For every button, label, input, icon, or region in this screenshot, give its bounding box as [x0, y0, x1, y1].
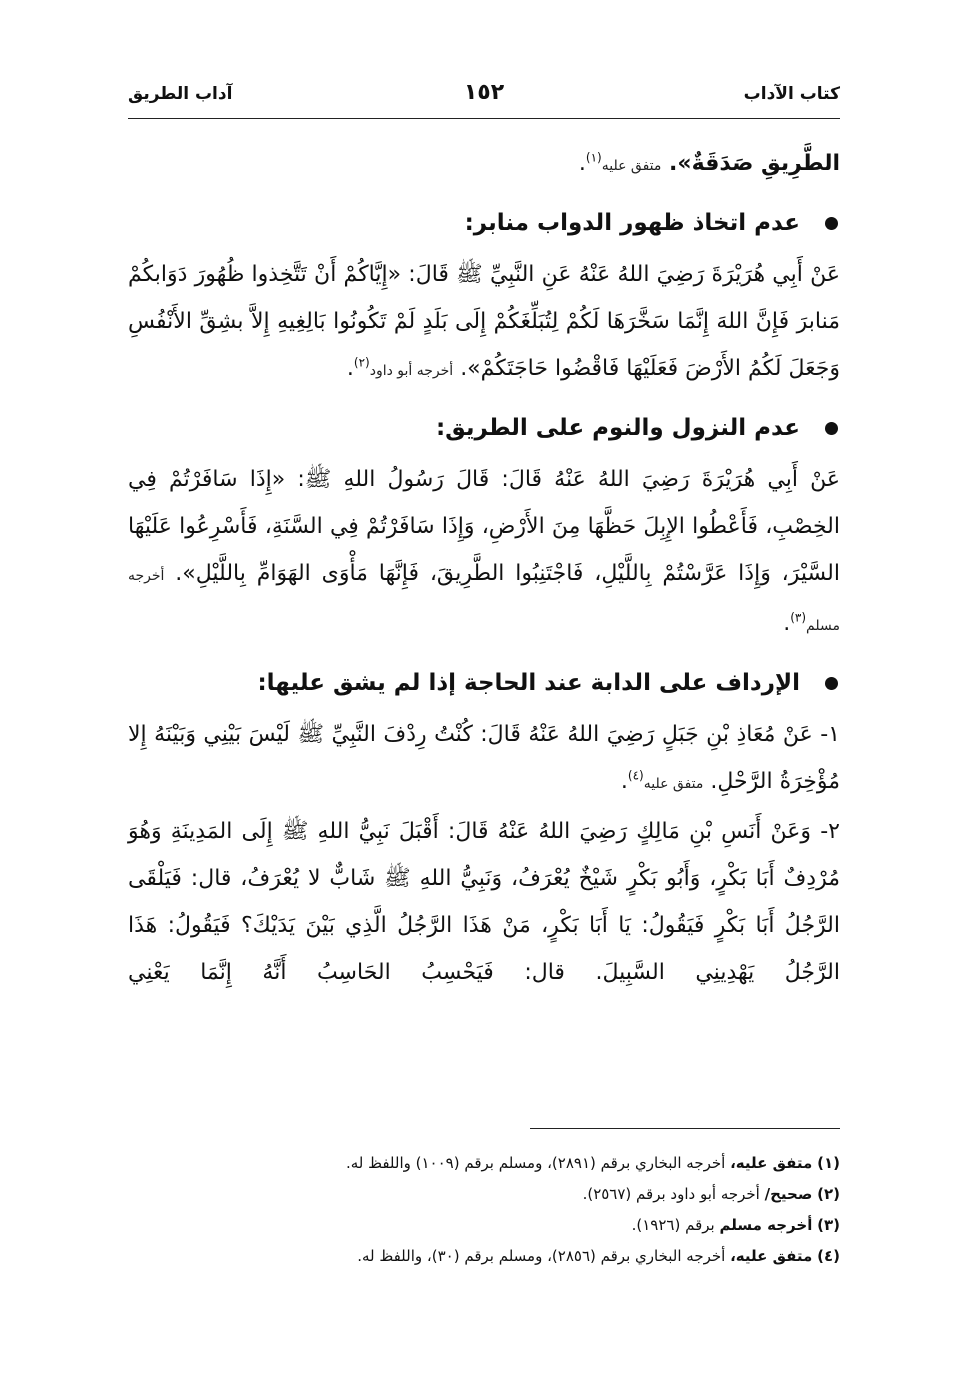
section-3-item-1: [128, 711, 840, 808]
footnote-ref-4: (٤): [627, 768, 644, 783]
item-1-source: متفق عليه: [643, 776, 704, 792]
intro-paragraph: [128, 140, 840, 190]
section-heading-1: عدم اتخاذ ظهور الدواب منابر:: [128, 200, 840, 247]
section-2-text: عَنْ أَبِي هُرَيْرَةَ رَضِيَ اللهُ عَنْهُ قَالَ: قَالَ رَسُولُ اللهِ ﷺ: «إِذَا سَافَرْتُمْ فِي الخِصْبِ، فَأَعْطُوا الإِبِلَ حَظَّهَا مِنَ الأَرْضِ، وَإِذَا سَافَرْتُمْ فِي السَّنَةِ، فَأَسْرِعُوا عَلَيْهَا السَّيْرَ، وَإِذَا عَرَّسْتُمْ بِاللَّيْلِ، فَاجْتَنِبُوا الطَّرِيقَ، فَإِنَّهَا مَأْوَى الهَوَامِّ بِاللَّيْلِ».: [128, 467, 840, 586]
section-1-hadith: [128, 251, 840, 395]
main-text: [128, 140, 840, 996]
section-heading-2: عدم النزول والنوم على الطريق:: [128, 405, 840, 452]
footnote-rule: [530, 1128, 840, 1129]
item-1-text: عَنْ مُعَاذِ بْنِ جَبَلٍ رَضِيَ اللهُ عَنْهُ قَالَ: كُنْتُ رِدْفَ النَّبِيِّ ﷺ لَيْسَ بَيْنِي وَبَيْنَهُ إِلا مُؤْخِرَةُ الرَّحْلِ.: [128, 722, 840, 794]
bullet-icon: [825, 677, 838, 690]
page-number: ١٥٢: [463, 80, 505, 105]
book-title: كتاب الآداب: [743, 84, 840, 104]
item-1-tail: .: [620, 769, 628, 794]
intro-source: متفق عليه: [601, 158, 662, 174]
footnote-ref-1: (١): [585, 150, 602, 165]
footnotes: [128, 1148, 840, 1272]
section-1-source: أخرجه أبو داود: [369, 363, 454, 379]
chapter-title: آداب الطريق: [128, 84, 233, 104]
item-1-number: ١-: [820, 722, 840, 747]
section-1-tail: .: [346, 356, 354, 381]
footnote-2: (٢) صحيح/ أخرجه أبو داود برقم (٢٥٦٧).: [582, 1185, 840, 1203]
header-rule: [128, 118, 840, 119]
section-heading-3: الإرداف على الدابة عند الحاجة إذا لم يشق عليها:: [128, 660, 840, 707]
section-2-tail: .: [783, 611, 791, 636]
intro-text: الطَّرِيقِ صَدَقَةٌ».: [669, 151, 840, 176]
footnote-ref-3: (٣): [790, 610, 807, 625]
section-2-hadith: [128, 456, 840, 650]
bullet-icon: [825, 217, 838, 230]
intro-tail: .: [578, 151, 586, 176]
footnote-ref-2: (٢): [353, 355, 370, 370]
section-2-source: أخرجه مسلم: [128, 568, 840, 634]
footnote-1: (١) متفق عليه، أخرجه البخاري برقم (٢٨٩١)، ومسلم برقم (١٠٠٩) واللفظ له.: [345, 1154, 840, 1172]
item-2-text: وَعَنْ أَنَسِ بْنِ مَالِكٍ رَضِيَ اللهُ عَنْهُ قَالَ: أَقْبَلَ نَبِيُّ اللهِ ﷺ إِلَى المَدِينَةِ وَهُوَ مُرْدِفٌ أَبَا بَكْرٍ، وَأَبُو بَكْرٍ شَيْخٌ يُعْرَفُ، وَنَبِيُّ اللهِ ﷺ شَابٌّ لا يُعْرَفُ، قال: فَيَلْقَى الرَّجُلُ أَبَا بَكْرٍ فَيَقُولُ: يَا أَبَا بَكْرٍ، مَنْ هَذَا الرَّجُلُ الَّذِي بَيْنَ يَدَيْكَ؟ فَيَقُولُ: هَذَا الرَّجُلُ يَهْدِينِي السَّبِيلَ. قال: فَيَحْسِبُ الحَاسِبُ أَنَّهُ إِنَّمَا يَعْنِي: [128, 819, 840, 985]
page-header: [128, 80, 840, 114]
section-1-text: عَنْ أَبِي هُرَيْرَةَ رَضِيَ اللهُ عَنْهُ عَنِ النَّبِيِّ ﷺ قَالَ: «إِيَّاكُمْ أَنْ تَتَّخِذوا ظُهُورَ دَوَابكُمْ مَنابرَ فَإِنَّ اللهَ إِنَّمَا سَخَّرَهَا لَكُمْ لِتُبَلِّغَكُمْ إِلَى بَلَدٍ لَمْ تَكُونُوا بَالِغِيهِ إِلاَّ بشِقِّ الأَنْفُسِ وَجَعَلَ لَكُمُ الأَرْضَ فَعَلَيْهَا فَاقْضُوا حَاجَتَكُمْ».: [128, 262, 840, 381]
footnote-4: (٤) متفق عليه، أخرجه البخاري برقم (٢٨٥٦)، ومسلم برقم (٣٠)، واللفظ له.: [357, 1247, 840, 1265]
bullet-icon: [825, 422, 838, 435]
footnote-3: (٣) أخرجه مسلم برقم (١٩٢٦).: [631, 1216, 840, 1234]
section-3-item-2: [128, 808, 840, 996]
item-2-number: ٢-: [820, 819, 840, 844]
